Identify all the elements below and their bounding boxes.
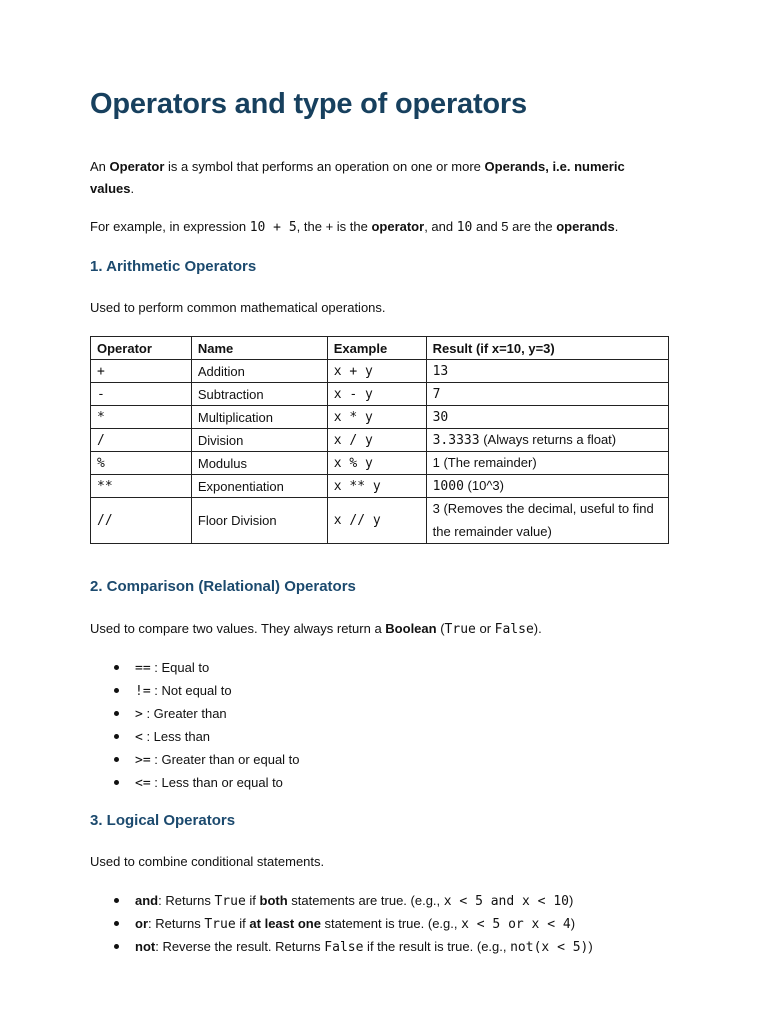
example-cell: x - y [327,383,426,406]
table-row [91,452,669,475]
page-title: Operators and type of operators [90,88,527,120]
result-cell: 3.3333 (Always returns a float) [426,429,668,452]
result-cell: 7 [426,383,668,406]
table-row [91,498,669,544]
example-cell: x // y [327,498,426,544]
list-item: and: Returns True if both statements are true. (e.g., x < 5 and x < 10) [90,889,593,912]
example-cell: x ** y [327,475,426,498]
logical-operators-list [90,889,593,958]
result-cell: 1000 (10^3) [426,475,668,498]
name-cell: Division [191,429,327,452]
result-cell: 3 (Removes the decimal, useful to find the remainder value) [426,498,668,544]
operator-cell: / [91,429,192,452]
result-cell: 13 [426,360,668,383]
table-row [91,360,669,383]
list-item: or: Returns True if at least one statement is true. (e.g., x < 5 or x < 4) [90,912,593,935]
list-item: < : Less than [90,725,300,748]
example-cell: x % y [327,452,426,475]
list-item: >= : Greater than or equal to [90,748,300,771]
comparison-heading: 2. Comparison (Relational) Operators [90,578,356,595]
result-cell: 30 [426,406,668,429]
bullet-icon [114,780,119,785]
table-row [91,475,669,498]
operator-cell: // [91,498,192,544]
bullet-icon [114,944,119,949]
logical-heading: 3. Logical Operators [90,812,236,829]
bullet-icon [114,757,119,762]
bullet-icon [114,734,119,739]
name-cell: Floor Division [191,498,327,544]
example-paragraph: For example, in expression 10 + 5, the + is the operator, and 10 and 5 are the operands. [90,219,619,235]
name-cell: Addition [191,360,327,383]
name-cell: Exponentiation [191,475,327,498]
list-item: != : Not equal to [90,679,300,702]
column-header: Example [327,337,426,360]
example-cell: x * y [327,406,426,429]
arithmetic-heading: 1. Arithmetic Operators [90,258,257,275]
table-row [91,429,669,452]
list-item: <= : Less than or equal to [90,771,300,794]
operator-cell: * [91,406,192,429]
operator-cell: - [91,383,192,406]
name-cell: Multiplication [191,406,327,429]
intro-paragraph: An Operator is a symbol that performs an operation on one or more Operands, i.e. numeric values. [90,159,625,196]
column-header: Name [191,337,327,360]
bullet-icon [114,898,119,903]
table-row [91,406,669,429]
list-item: > : Greater than [90,702,300,725]
logical-description: Used to combine conditional statements. [90,854,325,869]
operator-cell: + [91,360,192,383]
arithmetic-operators-table [90,336,669,544]
name-cell: Subtraction [191,383,327,406]
bullet-icon [114,921,119,926]
arithmetic-description: Used to perform common mathematical operations. [90,300,386,315]
result-cell: 1 (The remainder) [426,452,668,475]
name-cell: Modulus [191,452,327,475]
operator-cell: % [91,452,192,475]
bullet-icon [114,688,119,693]
list-item: == : Equal to [90,656,300,679]
bullet-icon [114,711,119,716]
example-cell: x + y [327,360,426,383]
comparison-description: Used to compare two values. They always return a Boolean (True or False). [90,621,542,637]
operator-cell: ** [91,475,192,498]
column-header: Result (if x=10, y=3) [426,337,668,360]
column-header: Operator [91,337,192,360]
list-item: not: Reverse the result. Returns False if the result is true. (e.g., not(x < 5)) [90,935,593,958]
table-row [91,383,669,406]
table-header-row [91,337,669,360]
comparison-operators-list [90,656,300,794]
example-cell: x / y [327,429,426,452]
bullet-icon [114,665,119,670]
